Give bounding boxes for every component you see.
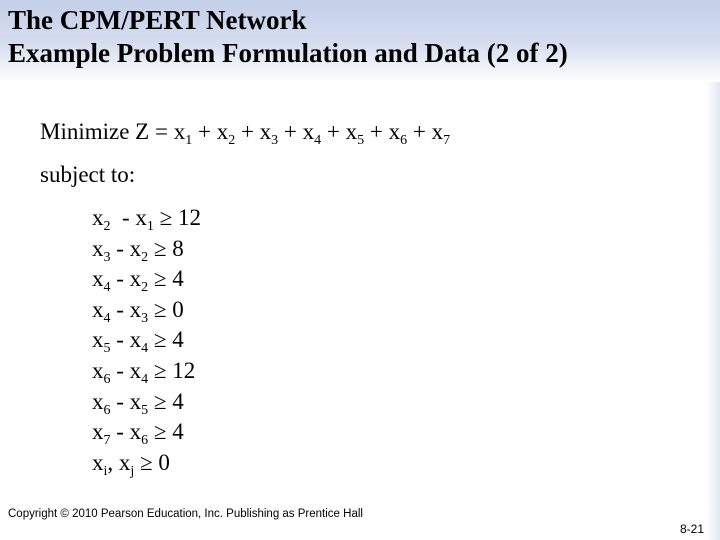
variable: x: [92, 266, 104, 292]
variable: x: [92, 327, 104, 353]
variable: x: [92, 296, 104, 322]
operator: +: [278, 119, 303, 144]
relation: ≥: [134, 449, 159, 475]
constraint-row: [92, 417, 201, 448]
variable: x: [345, 119, 358, 144]
subscript: 5: [141, 402, 149, 418]
constraint-row: [92, 203, 201, 234]
rhs-value: 4: [172, 388, 184, 414]
subscript: j: [130, 463, 135, 479]
subscript: 1: [146, 219, 154, 234]
subscript: 6: [103, 371, 111, 387]
subscript: 2: [141, 249, 149, 265]
constraint-row: [92, 264, 201, 295]
variable: x: [92, 449, 104, 475]
variable: x: [129, 235, 142, 261]
relation: ≥: [148, 388, 173, 414]
operator: -: [110, 388, 130, 414]
page-number: 8-21: [679, 522, 704, 536]
operator: -: [110, 266, 130, 292]
subscript: 2: [103, 219, 111, 234]
constraint-row: [92, 295, 201, 326]
constraint-row: [92, 448, 201, 479]
variable: x: [118, 449, 131, 475]
rhs-value: 0: [158, 449, 170, 475]
operator: -: [110, 419, 130, 445]
relation: ≥: [148, 266, 173, 292]
objective-prefix: Minimize Z =: [40, 119, 174, 144]
subscript: 6: [400, 133, 408, 148]
variable: x: [173, 119, 186, 144]
variable: x: [388, 119, 401, 144]
objective-terms: [173, 119, 451, 148]
objective-function: [40, 117, 450, 147]
constraint-row: [92, 356, 201, 387]
constraint-row: [92, 387, 201, 418]
variable: x: [92, 419, 104, 445]
rhs-value: 0: [172, 296, 184, 322]
subscript: 7: [103, 433, 111, 449]
subject-to-label: subject to:: [40, 162, 136, 187]
variable: x: [302, 119, 315, 144]
operator: -: [110, 327, 130, 353]
subscript: 4: [103, 280, 111, 296]
operator: -: [110, 296, 130, 322]
constraint-row: [92, 325, 201, 356]
variable: x: [92, 357, 104, 383]
operator: +: [192, 119, 217, 144]
subscript: 5: [357, 133, 365, 148]
subscript: 4: [103, 310, 111, 326]
subscript: 4: [314, 133, 322, 148]
rhs-value: 12: [172, 357, 196, 383]
rhs-value: 12: [178, 205, 202, 230]
rhs-value: 4: [172, 327, 184, 353]
subscript: 1: [185, 133, 193, 148]
constraint-list: [92, 203, 201, 478]
subscript: i: [103, 463, 108, 479]
variable: x: [431, 119, 444, 144]
copyright-notice: Copyright © 2010 Pearson Education, Inc. Publishing as Prentice Hall: [8, 508, 363, 520]
variable: x: [129, 266, 142, 292]
operator: -: [110, 235, 130, 261]
title-line-2: Example Problem Formulation and Data (2 of 2): [8, 38, 568, 68]
rhs-value: 4: [172, 266, 184, 292]
variable: x: [135, 205, 147, 230]
slide-title: [8, 4, 568, 70]
variable: x: [92, 235, 104, 261]
side-gradient: [706, 82, 720, 540]
relation: ≥: [148, 327, 173, 353]
operator: +: [364, 119, 389, 144]
subscript: 5: [103, 341, 111, 357]
relation: ≥: [148, 419, 173, 445]
subscript: 3: [103, 249, 111, 265]
operator: -: [110, 205, 136, 230]
operator: +: [407, 119, 432, 144]
variable: x: [92, 205, 104, 230]
title-line-1: The CPM/PERT Network: [8, 5, 307, 35]
rhs-value: 8: [172, 235, 184, 261]
variable: x: [129, 388, 142, 414]
rhs-value: 4: [172, 419, 184, 445]
variable: x: [92, 388, 104, 414]
operator: -: [110, 357, 130, 383]
variable: x: [129, 296, 142, 322]
subscript: 2: [141, 280, 149, 296]
subscript: 3: [271, 133, 279, 148]
relation: ≥: [153, 205, 179, 230]
constraint-row: [92, 234, 201, 265]
operator: +: [235, 119, 260, 144]
subscript: 2: [228, 133, 236, 148]
subscript: 6: [141, 433, 149, 449]
variable: x: [259, 119, 272, 144]
operator: ,: [107, 449, 119, 475]
variable: x: [129, 327, 142, 353]
relation: ≥: [148, 296, 173, 322]
subscript: 6: [103, 402, 111, 418]
relation: ≥: [148, 235, 173, 261]
variable: x: [129, 419, 142, 445]
subscript: 4: [141, 371, 149, 387]
operator: +: [321, 119, 346, 144]
variable: x: [216, 119, 229, 144]
variable: x: [129, 357, 142, 383]
relation: ≥: [148, 357, 173, 383]
subscript: 3: [141, 310, 149, 326]
subscript: 7: [443, 133, 451, 148]
subscript: 4: [141, 341, 149, 357]
